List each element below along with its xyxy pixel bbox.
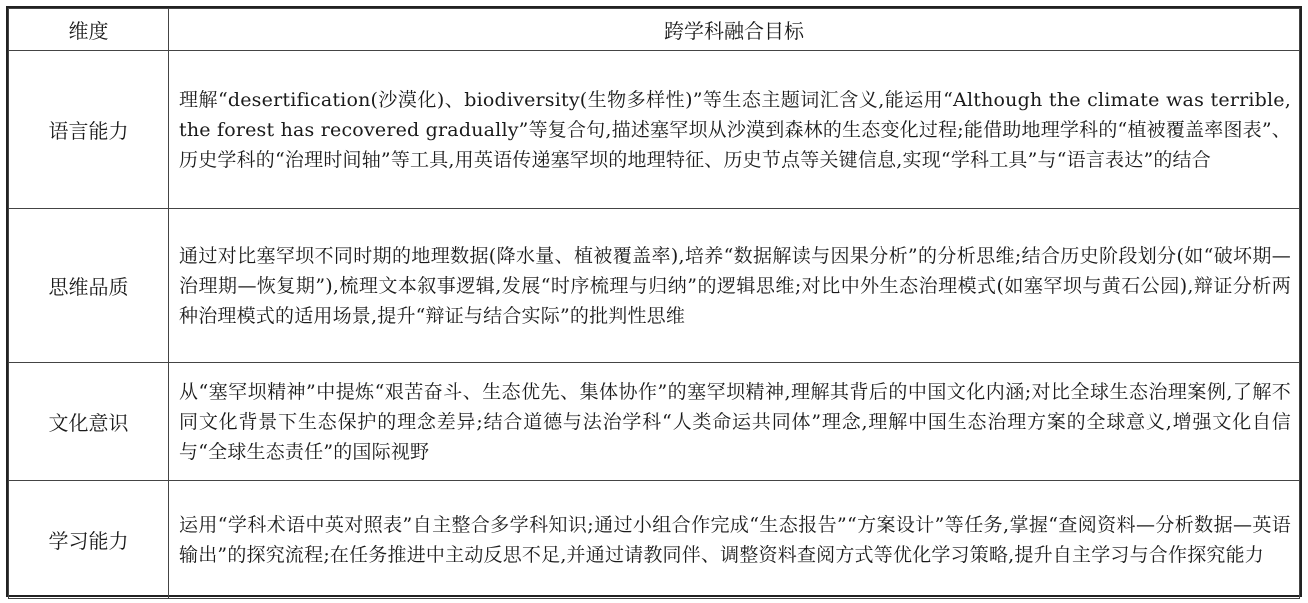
header-dimension: 维度	[9, 9, 169, 51]
table-row	[9, 363, 1300, 481]
goal-cell: 通过对比塞罕坝不同时期的地理数据(降水量、植被覆盖率),培养“数据解读与因果分析”的分析思维;结合历史阶段划分(如“破坏期—治理期—恢复期”),梳理文本叙事逻辑,发展“时序梳理与归纳”的逻辑思维;对比中外生态治理模式(如塞罕坝与黄石公园),辩证分析两种治理模式的适用场景,提升“辩证与结合实际”的批判性思维	[169, 209, 1300, 363]
goals-table	[8, 8, 1300, 599]
goal-cell: 运用“学科术语中英对照表”自主整合多学科知识;通过小组合作完成“生态报告”“方案设计”等任务,掌握“查阅资料—分析数据—英语输出”的探究流程;在任务推进中主动反思不足,并通过请教同伴、调整资料查阅方式等优化学习策略,提升自主学习与合作探究能力	[169, 481, 1300, 599]
table-row	[9, 209, 1300, 363]
goal-cell: 理解“desertification(沙漠化)、biodiversity(生物多样性)”等生态主题词汇含义,能运用“Although the climate was terrible, the forest has recovered gradually”等复合句,描述塞罕坝从沙漠到森林的生态变化过程;能借助地理学科的“植被覆盖率图表”、历史学科的“治理时间轴”等工具,用英语传递塞罕坝的地理特征、历史节点等关键信息,实现“学科工具”与“语言表达”的结合	[169, 51, 1300, 209]
dimension-cell: 语言能力	[9, 51, 169, 209]
dimension-cell: 文化意识	[9, 363, 169, 481]
goals-table-container	[6, 6, 1302, 597]
dimension-cell: 思维品质	[9, 209, 169, 363]
goal-cell: 从“塞罕坝精神”中提炼“艰苦奋斗、生态优先、集体协作”的塞罕坝精神,理解其背后的中国文化内涵;对比全球生态治理案例,了解不同文化背景下生态保护的理念差异;结合道德与法治学科“人类命运共同体”理念,理解中国生态治理方案的全球意义,增强文化自信与“全球生态责任”的国际视野	[169, 363, 1300, 481]
table-row	[9, 481, 1300, 599]
header-goal: 跨学科融合目标	[169, 9, 1300, 51]
table-row	[9, 51, 1300, 209]
table-header-row	[9, 9, 1300, 51]
dimension-cell: 学习能力	[9, 481, 169, 599]
